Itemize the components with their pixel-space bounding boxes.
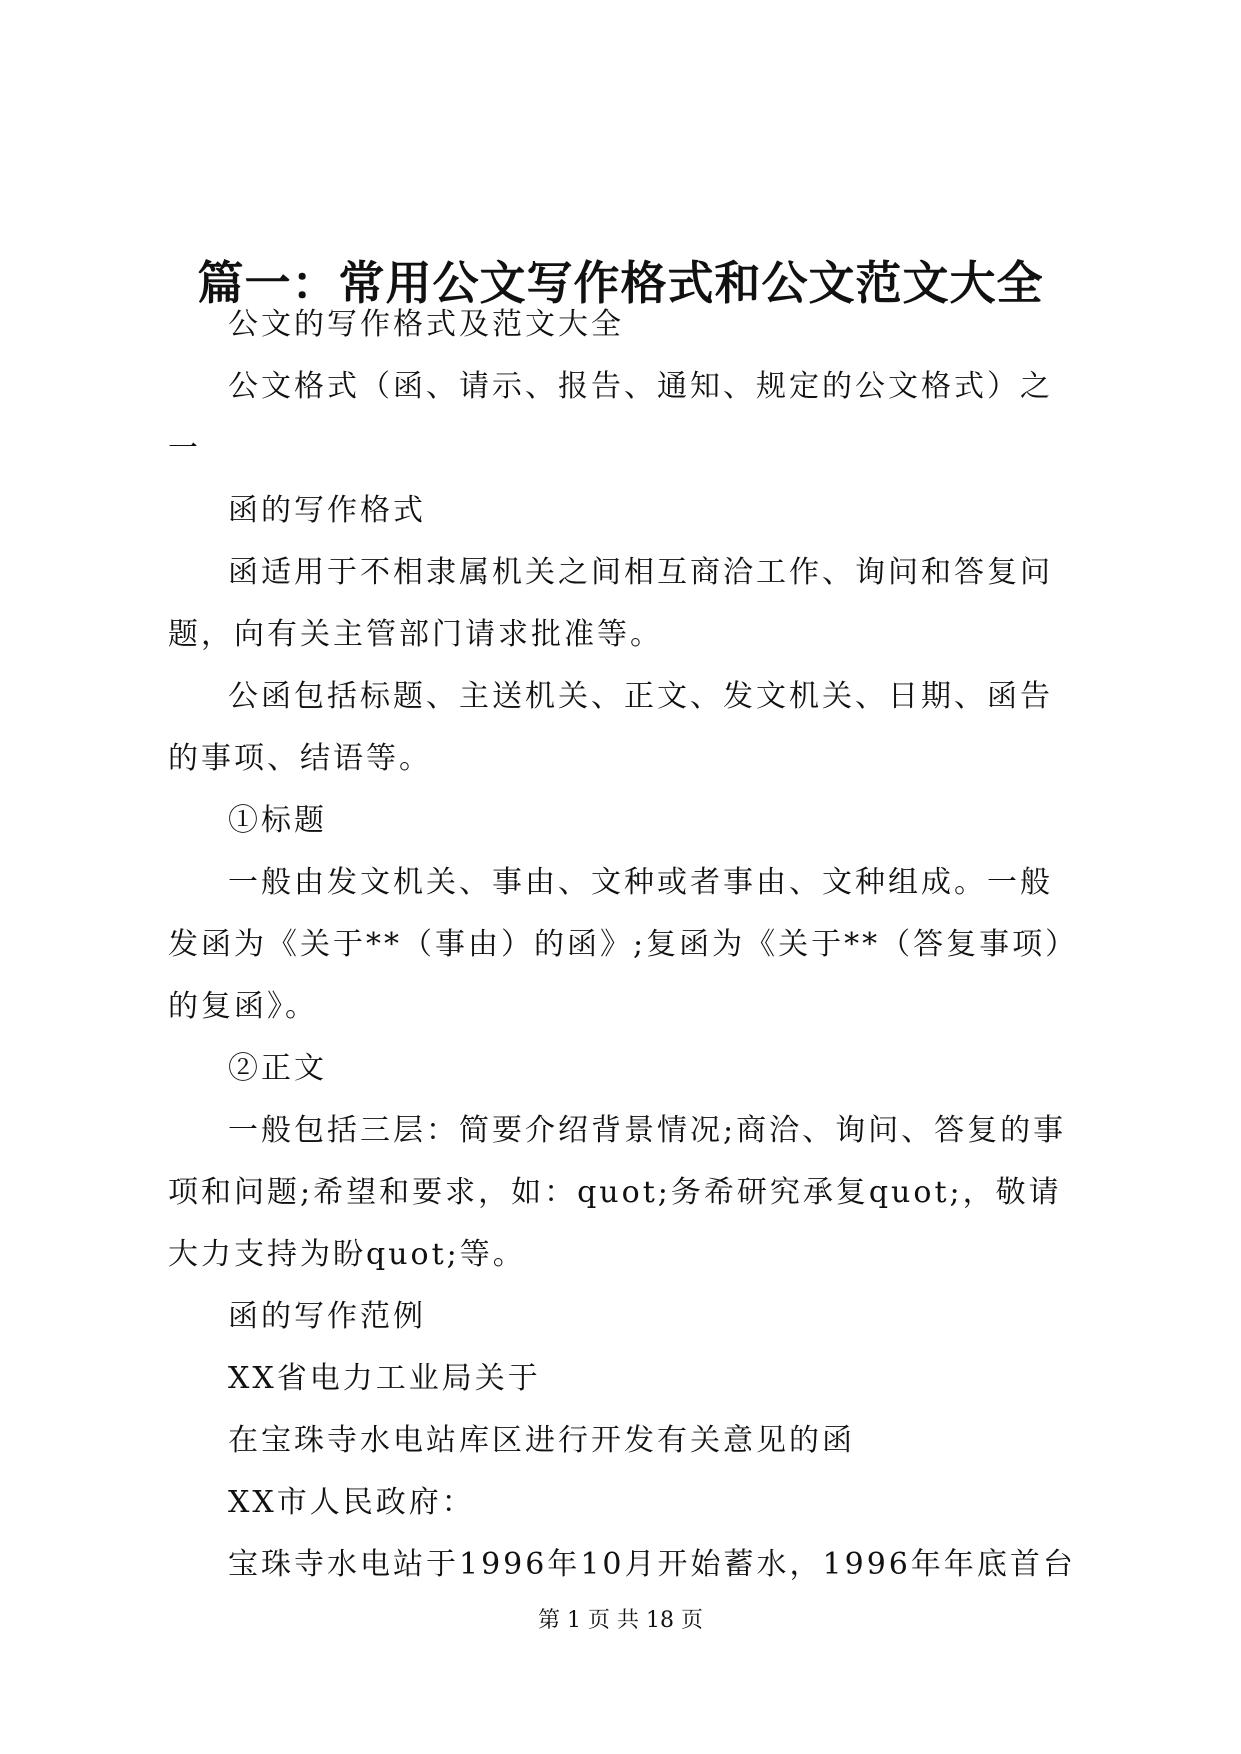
paragraph: 宝珠寺水电站于1996年10月开始蓄水，1996年年底首台 <box>228 1547 1076 1582</box>
paragraph: 在宝珠寺水电站库区进行开发有关意见的函 <box>228 1423 855 1458</box>
page-footer: 第 1 页 共 18 页 <box>538 1608 703 1633</box>
document-title: 篇一：常用公文写作格式和公文范文大全 <box>197 255 1044 310</box>
paragraph: XX省电力工业局关于 <box>228 1361 541 1396</box>
paragraph: ①标题 <box>228 803 327 838</box>
paragraph: 公文格式（函、请示、报告、通知、规定的公文格式）之一 <box>168 369 1053 466</box>
paragraph: 函的写作范例 <box>228 1299 426 1334</box>
paragraph: 公文的写作格式及范文大全 <box>228 307 624 342</box>
paragraph: XX市人民政府： <box>228 1485 475 1520</box>
paragraph: 公函包括标题、主送机关、正文、发文机关、日期、函告的事项、结语等。 <box>168 679 1053 776</box>
paragraph: 一般由发文机关、事由、文种或者事由、文种组成。一般发函为《关于**（事由）的函》;复函为《关于**（答复事项）的复函》。 <box>168 865 1079 1024</box>
paragraph: 函的写作格式 <box>228 493 426 528</box>
document-body <box>168 294 1080 1596</box>
paragraph: ②正文 <box>228 1051 327 1086</box>
paragraph: 一般包括三层：简要介绍背景情况;商洽、询问、答复的事项和问题;希望和要求，如：quot;务希研究承复quot;，敬请大力支持为盼quot;等。 <box>168 1113 1067 1272</box>
paragraph: 函适用于不相隶属机关之间相互商洽工作、询问和答复问题，向有关主管部门请求批准等。 <box>168 555 1053 652</box>
